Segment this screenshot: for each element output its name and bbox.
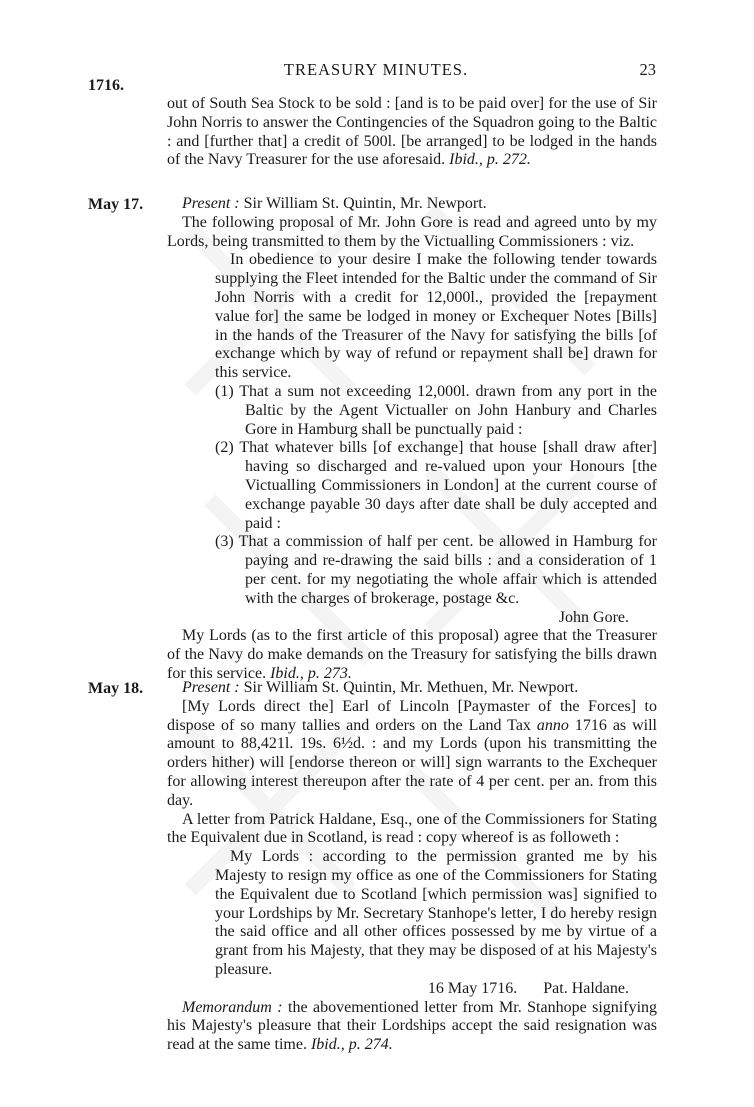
proposal-intro: The following proposal of Mr. John Gore is read and agreed unto by my Lords, being transmitted to them by the Victualling Commissioners : viz. [167,213,657,250]
date-label-may-18: May 18. [88,680,144,697]
margin-year: 1716. [88,77,124,94]
entry-may-17 [167,195,657,684]
direction-text-start: [My Lords direct the] Earl of Lincoln [Paymaster of the Forces] to dispose of so many tallies and orders on the Land Tax [167,697,657,734]
direction-text-end: 1716 as will amount to 88,421l. 19s. 6½d. : and my Lords (upon his transmitting the orders hither) will [endorse thereon or will] sign warrants to the Exchequer for allowing interest thereupon after the rate of 4 per cent. per an. from this day. [167,716,658,809]
entry-may-18 [167,679,657,1055]
letter-closing [167,980,657,999]
proposal-item-3: (3) That a commission of half per cent. be allowed in Hamburg for paying and re-drawing the said bills : and a consideration of 1 per cent. for my negotiating the whole affair which is attended with the charges of brokerage, postage &c. [215,533,657,607]
present-label: Present : [182,195,240,212]
letter-intro: A letter from Patrick Haldane, Esq., one of the Commissioners for Stating the Equivalent due in Scotland, is read : copy whereof is as followeth : [167,810,657,847]
memorandum-label: Memorandum : [182,998,283,1016]
letter-date: 16 May 1716. [427,979,518,997]
proposal-item-1: (1) That a sum not exceeding 12,000l. drawn from any port in the Baltic by the Agent Victualler on John Hanbury and Charles Gore in Hamburg shall be punctually paid : [215,382,657,438]
signature-haldane: Pat. Haldane. [543,979,629,997]
tender-text: In obedience to your desire I make the following tender towards supplying the Fleet intended for the Baltic under the command of Sir John Norris with a credit for 12,000l., provided the [repayment value for] the same be lodged in money or Exchequer Notes [Bills] in the hands of the Treasurer of the Navy for satisfying the bills [of exchange which by way of refund or repayment shall be] drawn for this service. [215,251,657,382]
direction-anno: anno [536,716,569,734]
date-label-may-17: May 17. [88,196,144,213]
proposal-item-2: (2) That whatever bills [of exchange] that house [shall draw after] having so discharged and re-valued upon your Honours [the Victualling Commissioners in London] at the current course of exchange payable 30 days after date shall be duly accepted and paid : [215,439,657,532]
present-names: Sir William St. Quintin, Mr. Methuen, Mr. Newport. [243,679,579,696]
conclusion-reference: Ibid., p. 273. [270,664,352,682]
running-header [96,60,656,82]
memorandum-reference: Ibid., p. 274. [310,1036,393,1054]
haldane-letter: My Lords : according to the permission granted me by his Majesty to resign my office as one of the Commissioners for Stating the Equivalent due to Scotland [which permission was] signified to your Lordships by Mr. Secretary Stanhope's letter, I do hereby resign the said office and all other offices possessed by me by virtue of a grant from his Majesty, that they may be disposed of at his Majesty's pleasure. [215,848,657,978]
memorandum-text: the abovementioned letter from Mr. Stanhope signifying his Majesty's pleasure that their Lordships accept the said resignation was read at the same time. [167,998,658,1054]
page-number: 23 [639,60,656,79]
opening-text: out of South Sea Stock to be sold : [and is to be paid over] for the use of Sir John Norris to answer the Contingencies of the Squadron going to the Baltic : and [further that] a credit of 500l. [be arranged] to be lodged in the hands of the Navy Treasurer for the use aforesaid. [167,95,657,169]
conclusion-text: My Lords (as to the first article of this proposal) agree that the Treasurer of the Navy do make demands on the Treasury for satisfying the bills drawn for this service. [167,627,657,682]
present-names: Sir William St. Quintin, Mr. Newport. [243,195,487,212]
opening-paragraph [167,95,657,170]
present-label: Present : [182,679,240,696]
opening-reference: Ibid., p. 272. [449,151,531,169]
running-title: TREASURY MINUTES. [283,60,469,79]
signature-john-gore: John Gore. [558,608,629,626]
